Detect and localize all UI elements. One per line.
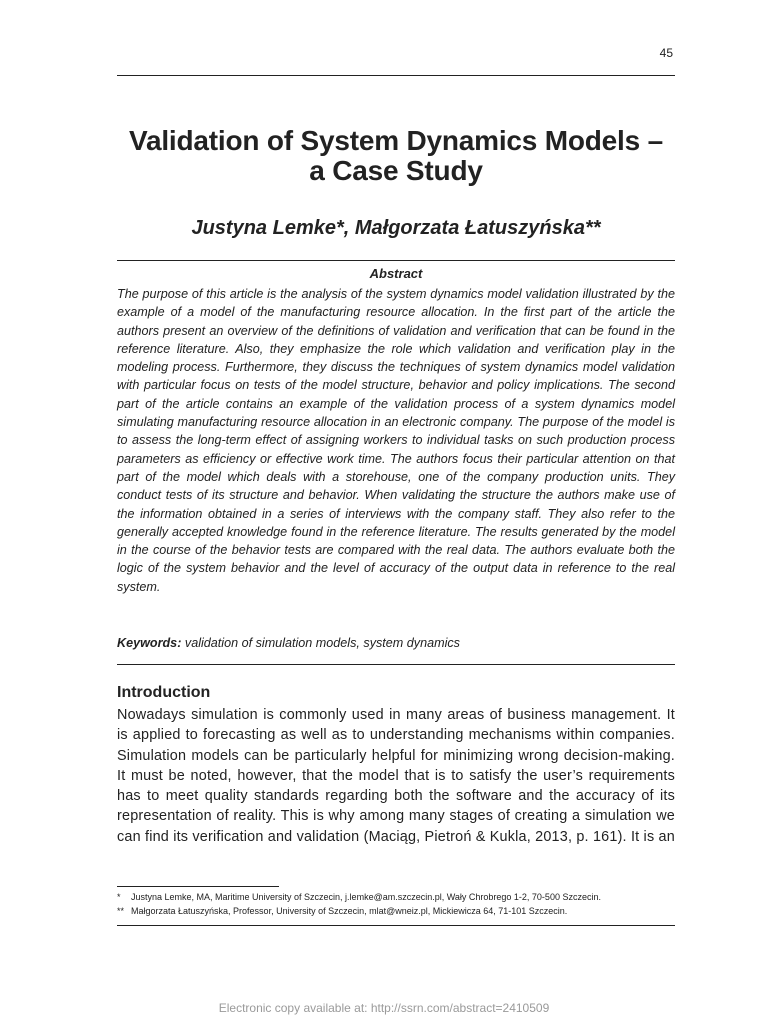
footnote-rule [117, 886, 279, 887]
keywords [117, 636, 675, 650]
introduction-text: Nowadays simulation is commonly used in many areas of business management. It is applied to forecasting as well as to understanding mechanisms within companies. Simulation models can be particularly helpful for minimizing wrong decision-making. It must be noted, however, that the model that is to satisfy the user’s requirements has to meet quality standards regarding both the software and the accuracy of its representation of reality. This is why among many stages of creating a simulation we can find its verification and validation (Maciąg, Pietroń & Kukla, 2013, p. 161). It is an [117, 707, 675, 845]
keywords-label: Keywords: [117, 636, 182, 650]
footnote-1-mark: * [117, 892, 121, 902]
title-line-2: a Case Study [309, 155, 483, 186]
abstract-top-rule [117, 260, 675, 261]
footnote-2-mark: ** [117, 906, 125, 916]
footnote-1-text: Justyna Lemke, MA, Maritime University of Szczecin, j.lemke@am.szczecin.pl, Wały Chrobrego 1-2, 70-500 Szczecin. [131, 892, 601, 902]
abstract-text: The purpose of this article is the analysis of the system dynamics model validation illustrated by the example of a model of the manufacturing resource allocation. In the first part of the article the authors present an overview of the definitions of validation and verification that can be found in the reference literature. Also, they emphasize the role which validation and verification play in the modeling process. Furthermore, they discuss the techniques of system dynamics model validation with particular focus on tests of the model structure, behavior and policy implications. The second part of the article contains an example of the validation process of a system dynamics model simulating manufacturing resource allocation in an electronic company. The purpose of the model is to assess the long-term effect of assigning workers to individual tasks on such production process parameters as efficiency or effective work time. The authors focus their particular attention on that part of the model which deals with a storehouse, one of the company production units. They conduct tests of its structure and behavior. When validating the structure the authors make use of the information obtained in a series of interviews with the company staff. They also refer to the generally accepted knowledge found in the reference literature. The results generated by the model in the course of the behavior tests are compared with the real data. The authors evaluate both the logic of the system behavior and the level of accuracy of the output data in reference to the real system. [117, 287, 675, 594]
header-rule [117, 75, 675, 76]
footnote-2-text: Małgorzata Łatuszyńska, Professor, University of Szczecin, mlat@wneiz.pl, Mickiewicza 64, 71-101 Szczecin. [131, 906, 568, 916]
authors: Justyna Lemke*, Małgorzata Łatuszyńska** [191, 217, 601, 239]
ssrn-notice: Electronic copy available at: http://ssrn.com/abstract=2410509 [218, 1001, 550, 1015]
footer-rule [117, 925, 675, 926]
introduction-heading: Introduction [117, 684, 211, 701]
title-line-1: Validation of System Dynamics Models – [129, 125, 663, 156]
abstract-bottom-rule [117, 664, 675, 665]
footnote-1 [117, 892, 675, 902]
paper-title [100, 126, 692, 186]
keywords-text: validation of simulation models, system dynamics [184, 636, 460, 650]
abstract-heading: Abstract [369, 266, 423, 281]
page-number: 45 [659, 46, 673, 60]
footnote-2 [117, 906, 675, 916]
